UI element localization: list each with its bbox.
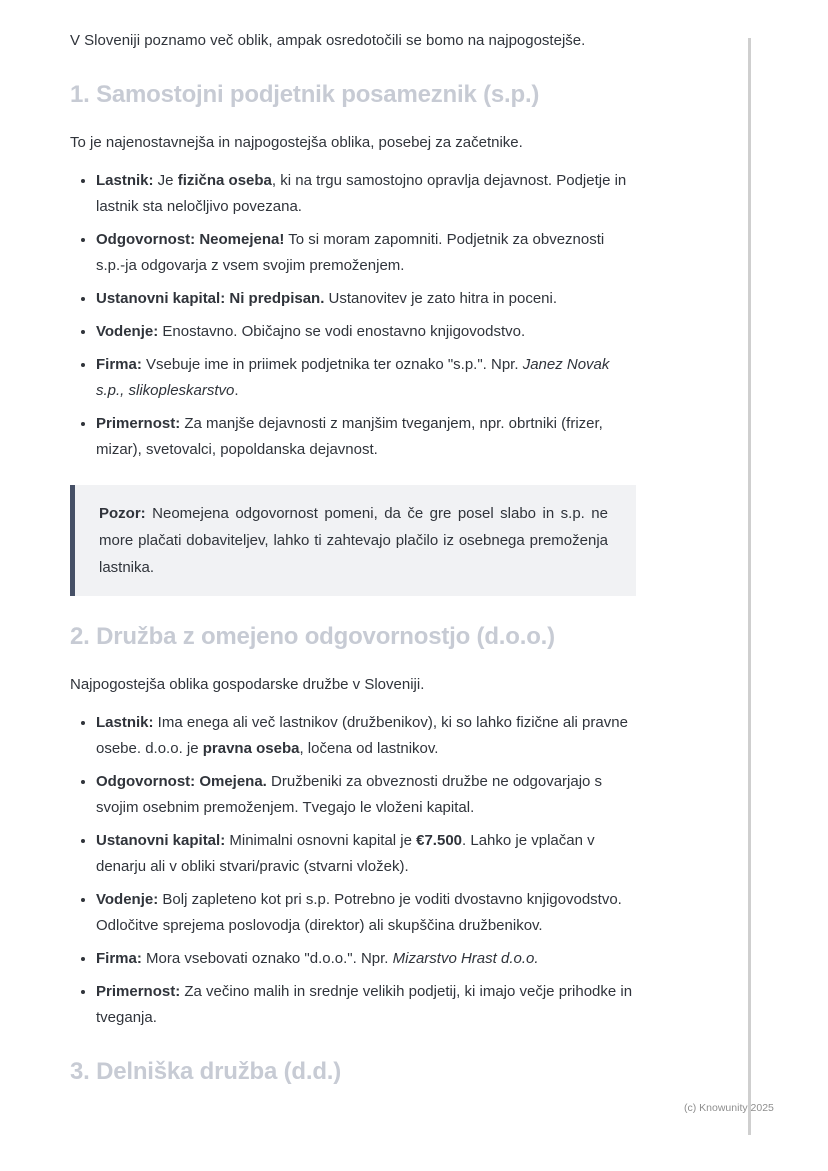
scrollbar-track[interactable] [748, 38, 751, 1135]
section-dd-heading: 3. Delniška družba (d.d.) [70, 1058, 342, 1085]
copyright-footer: (c) Knowunity 2025 [684, 1102, 774, 1114]
section-doo-heading: 2. Družba z omejeno odgovornostjo (d.o.o.) [70, 623, 555, 650]
bullet-item: • Ustanovni kapital: Minimalni osnovni kapital je €7.500. Lahko je vplačan v denarju ali v obliki stvari/pravic (stvarni vložek). [96, 828, 636, 880]
bullet-item: • Primernost: Za večino malih in srednje velikih podjetij, ki imajo večje prihodke in tveganja. [96, 979, 636, 1031]
section-sp-heading: 1. Samostojni podjetnik posameznik (s.p.) [70, 81, 540, 108]
section-sp-bullet-list [70, 168, 636, 463]
section-doo [70, 622, 636, 1031]
bullet-item: • Odgovornost: Omejena. Družbeniki za obveznosti družbe ne odgovarjajo s svojim osebnim premoženjem. Tvegajo le vloženi kapital. [96, 769, 636, 821]
bullet-item: • Firma: Mora vsebovati oznako "d.o.o.". Npr. Mizarstvo Hrast d.o.o. [96, 946, 636, 972]
section-doo-bullet-list [70, 710, 636, 1031]
bullet-item: • Lastnik: Ima enega ali več lastnikov (družbenikov), ki so lahko fizične ali pravne osebe. d.o.o. je pravna oseba, ločena od lastnikov. [96, 710, 636, 762]
section-sp-lead: To je najenostavnejša in najpogostejša oblika, posebej za začetnike. [70, 134, 523, 151]
bullet-item: • Ustanovni kapital: Ni predpisan. Ustanovitev je zato hitra in poceni. [96, 286, 636, 312]
bullet-item: • Lastnik: Je fizična oseba, ki na trgu samostojno opravlja dejavnost. Podjetje in lastnik sta neločljivo povezana. [96, 168, 636, 220]
intro-paragraph: V Sloveniji poznamo več oblik, ampak osredotočili se bomo na najpogostejše. [70, 32, 586, 49]
section-sp [70, 80, 636, 596]
bullet-item: • Vodenje: Bolj zapleteno kot pri s.p. Potrebno je voditi dvostavno knjigovodstvo. Odločitve sprejema poslovodja (direktor) ali skupščina družbenikov. [96, 887, 636, 939]
warning-callout-text: Pozor: Neomejena odgovornost pomeni, da če gre posel slabo in s.p. ne more plačati dobaviteljev, lahko ti zahtevajo plačilo iz osebnega premoženja lastnika. [99, 505, 608, 576]
document-content [70, 28, 636, 1107]
warning-callout [70, 485, 636, 596]
bullet-item: • Odgovornost: Neomejena! To si moram zapomniti. Podjetnik za obveznosti s.p.-ja odgovarja z vsem svojim premoženjem. [96, 227, 636, 279]
bullet-item: • Primernost: Za manjše dejavnosti z manjšim tveganjem, npr. obrtniki (frizer, mizar), svetovalci, popoldanska dejavnost. [96, 411, 636, 463]
bullet-item: • Vodenje: Enostavno. Običajno se vodi enostavno knjigovodstvo. [96, 319, 636, 345]
section-doo-lead: Najpogostejša oblika gospodarske družbe v Sloveniji. [70, 676, 425, 693]
bullet-item: • Firma: Vsebuje ime in priimek podjetnika ter oznako "s.p.". Npr. Janez Novak s.p., slikopleskarstvo. [96, 352, 636, 404]
section-dd [70, 1057, 636, 1087]
